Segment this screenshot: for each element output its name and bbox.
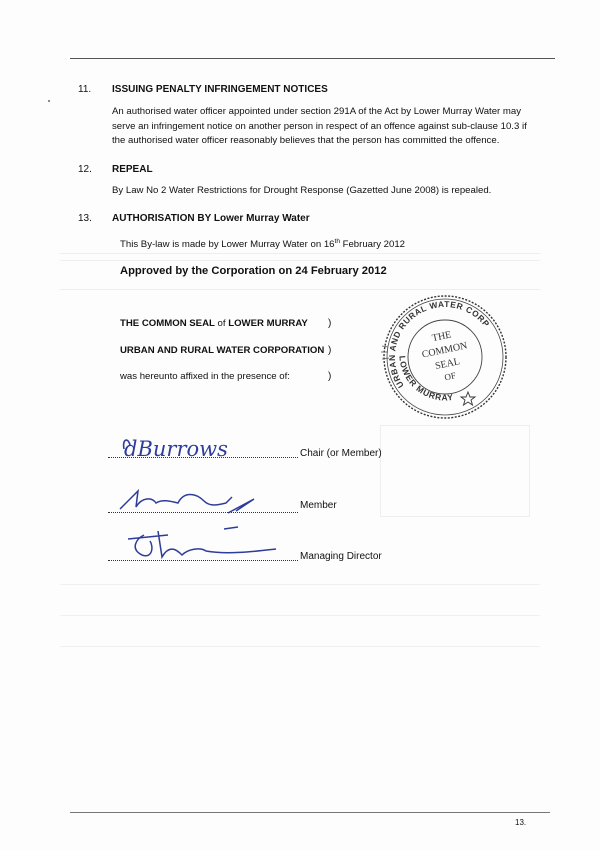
seal-paren-1: ) [328, 318, 332, 329]
section-11-number: 11. [78, 84, 92, 95]
bleed-through-table [380, 425, 530, 525]
section-11-body [112, 105, 557, 149]
section-11-heading: ISSUING PENALTY INFRINGEMENT NOTICES [112, 84, 328, 95]
section-11-line-1: An authorised water officer appointed under section 291A of the Act by Lower Murray Water may [112, 106, 522, 117]
signature-line-chair [108, 457, 298, 458]
signature-managing-director [108, 525, 278, 565]
seal-center-3: SEAL [434, 356, 461, 373]
section-11-line-3: the authorised water officer reasonably believes that the person has committed the offence. [112, 135, 500, 146]
footer-rule [70, 812, 550, 813]
seal-line-2: URBAN AND RURAL WATER CORPORATION [120, 345, 325, 356]
seal-line-1 [120, 318, 308, 329]
seal-center-4: OF [443, 370, 457, 383]
section-12-heading: REPEAL [112, 164, 153, 175]
signature-chair-text: dBurrows [124, 437, 228, 461]
signature-line-member [108, 512, 298, 513]
section-13-number: 13. [78, 213, 92, 224]
section-12-number: 12. [78, 164, 92, 175]
header-rule [70, 58, 555, 59]
seal-line-1-c: LOWER MURRAY [228, 318, 308, 329]
seal-paren-3: ) [328, 371, 332, 382]
made-by-month: February 2012 [339, 239, 405, 251]
bleed-through-notes [60, 570, 540, 730]
section-11-line-2: serve an infringement notice on another person in respect of an offence against sub-clause 10.3 if [112, 120, 527, 132]
managing-director-label: Managing Director [300, 551, 382, 562]
seal-line-1-a: THE COMMON SEAL [120, 318, 215, 329]
seal-line-1-b: of [214, 318, 229, 329]
made-by-text: This By-law is made by Lower Murray Water on 16 [120, 239, 335, 251]
signature-chair [108, 425, 268, 465]
chair-label: Chair (or Member) [300, 448, 382, 459]
scan-speck [48, 100, 50, 102]
signature-line-managing-director [108, 560, 298, 561]
approved-statement: Approved by the Corporation on 24 February 2012 [120, 265, 387, 277]
made-by-ordinal: th [334, 238, 340, 245]
seal-paren-2: ) [328, 345, 332, 356]
seal-center-1: THE [431, 329, 453, 345]
seal-ring-bottom-text: LOWER MURRAY [397, 355, 455, 403]
seal-line-3: was hereunto affixed in the presence of: [120, 371, 290, 382]
seal-center-2: COMMON [420, 340, 469, 361]
common-seal-stamp [380, 292, 510, 422]
section-13-body [120, 235, 520, 253]
signature-member [108, 485, 268, 519]
section-12-body: By Law No 2 Water Restrictions for Drought Response (Gazetted June 2008) is repealed. [112, 185, 492, 196]
section-13-heading: AUTHORISATION BY Lower Murray Water [112, 213, 310, 224]
seal-star-icon [461, 392, 475, 405]
seal-ring-text: URBAN AND RURAL WATER CORPORATION [386, 298, 492, 390]
page-number: 13. [515, 818, 527, 827]
member-label: Member [300, 500, 337, 511]
